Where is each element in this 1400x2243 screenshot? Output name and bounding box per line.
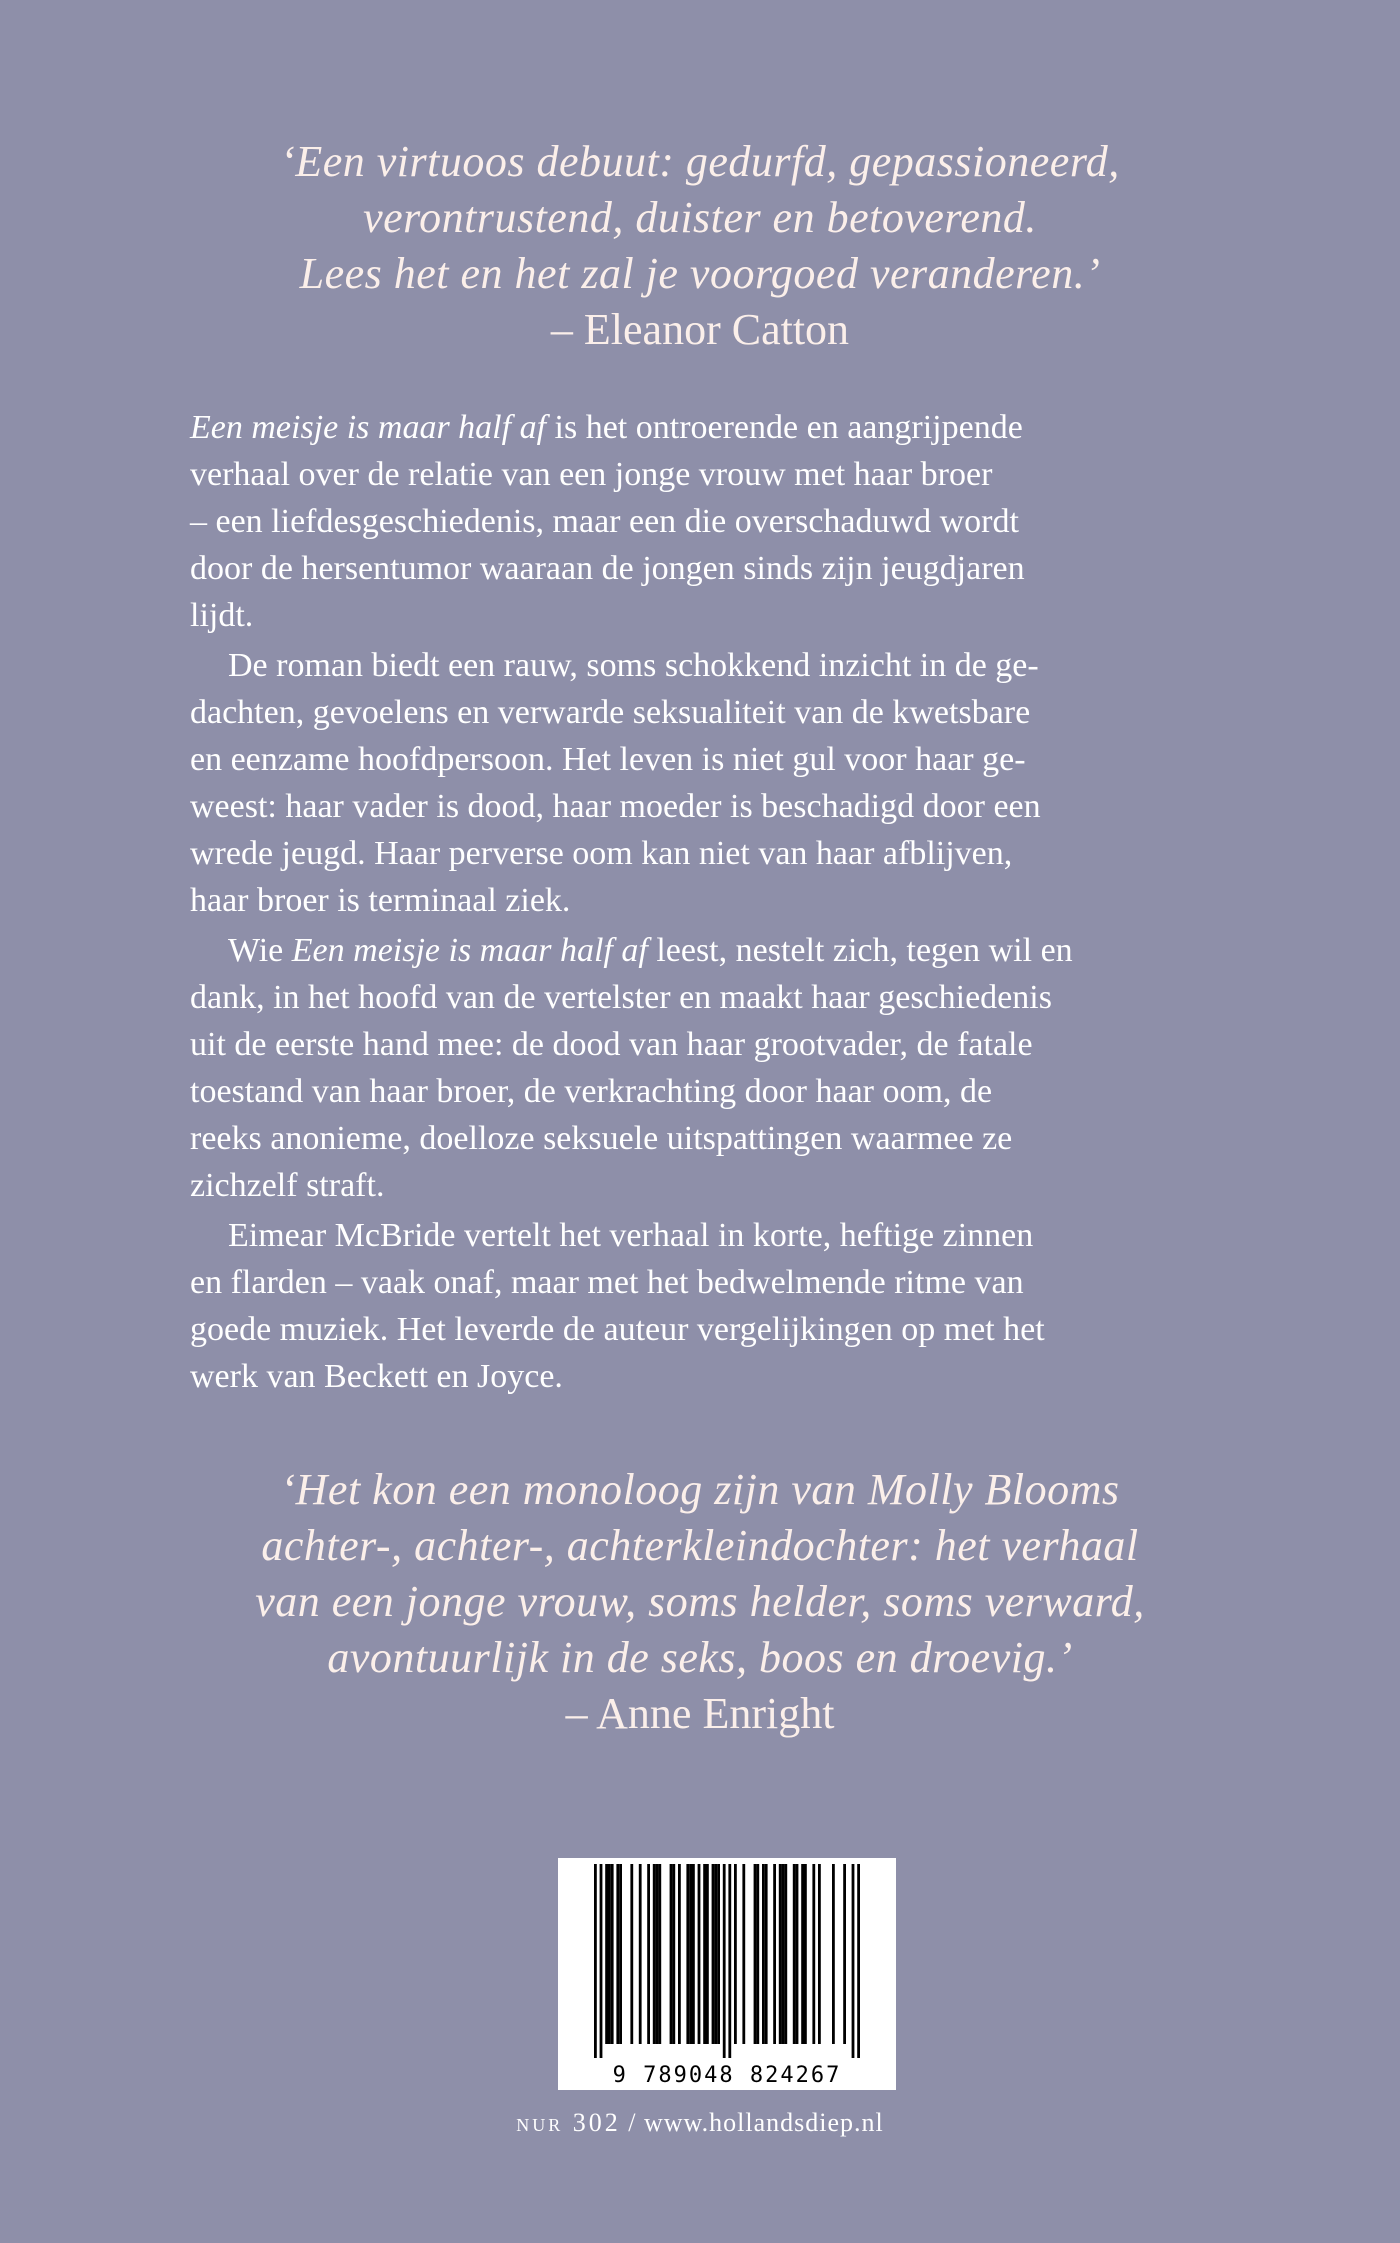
barcode-bar	[728, 1864, 731, 2058]
barcode-bar	[843, 1864, 846, 2044]
barcode-bar	[782, 1864, 785, 2044]
isbn-number: 9 789048 824267	[558, 2063, 896, 2088]
barcode-bar	[706, 1864, 709, 2044]
blurb-line: Wie Een meisje is maar half af leest, nestelt zich, tegen wil en	[228, 932, 1073, 969]
blurb-paragraph-3	[190, 927, 1270, 1209]
quote-line: ‘Het kon een monoloog zijn van Molly Blooms	[280, 1465, 1120, 1514]
quote-line: van een jonge vrouw, soms helder, soms verward,	[255, 1577, 1145, 1626]
quote-line: avontuurlijk in de seks, boos en droevig.’	[327, 1633, 1073, 1682]
barcode-bar	[754, 1864, 757, 2044]
barcode-bar	[600, 1864, 603, 2058]
barcode-bar	[653, 1864, 656, 2044]
nur-code: nur 302	[516, 2108, 621, 2137]
quote-anne-enright	[0, 1462, 1400, 1742]
blurb-paragraph-1	[190, 404, 1270, 639]
barcode-bar	[784, 1864, 787, 2044]
barcode-bar	[818, 1864, 821, 2044]
barcode-bar	[765, 1864, 768, 2044]
barcode-bar	[692, 1864, 695, 2044]
blurb-line: lijdt.	[190, 597, 254, 634]
barcode-bar	[611, 1864, 614, 2044]
barcode-bar	[672, 1864, 675, 2044]
quote-line: achter-, achter-, achterkleindochter: het verhaal	[261, 1521, 1139, 1570]
book-title: Een meisje is maar half af	[291, 932, 648, 969]
website-link[interactable]: www.hollandsdiep.nl	[644, 2108, 884, 2137]
quote-line: ‘Een virtuoos debuut: gedurfd, gepassioneerd,	[280, 137, 1120, 186]
blurb-line: werk van Beckett en Joyce.	[190, 1358, 563, 1395]
barcode-bar	[712, 1864, 715, 2044]
blurb-line: reeks anonieme, doelloze seksuele uitspattingen waarmee ze	[190, 1120, 1013, 1157]
blurb-line: en flarden – vaak onaf, maar met het bedwelmende ritme van	[190, 1264, 1024, 1301]
barcode-bar	[594, 1864, 597, 2058]
barcode-bar	[714, 1864, 717, 2044]
blurb-line: weest: haar vader is dood, haar moeder is beschadigd door een	[190, 788, 1041, 825]
barcode-bar	[616, 1864, 619, 2044]
barcode-bar	[619, 1864, 622, 2044]
barcode-bar	[773, 1864, 776, 2044]
barcode-bar	[678, 1864, 681, 2044]
barcode-bar	[756, 1864, 759, 2044]
barcode-bar	[779, 1864, 782, 2044]
barcode-bar	[698, 1864, 701, 2044]
barcode-bar	[639, 1864, 642, 2044]
barcode-bar	[852, 1864, 855, 2058]
isbn-barcode	[558, 1858, 896, 2090]
barcode-bar	[723, 1864, 726, 2058]
blurb-line: haar broer is terminaal ziek.	[190, 882, 571, 919]
quote-line: verontrustend, duister en betoverend.	[363, 193, 1037, 242]
barcode-bar	[670, 1864, 673, 2044]
barcode-bar	[656, 1864, 659, 2044]
footer: nur 302 / www.hollandsdiep.nl	[516, 2108, 884, 2137]
blurb-paragraph-4	[190, 1212, 1270, 1400]
barcode-bar	[658, 1864, 661, 2044]
blurb-line: zichzelf straft.	[190, 1167, 385, 1204]
blurb-line: en eenzame hoofdpersoon. Het leven is niet gul voor haar ge-	[190, 741, 1026, 778]
quote-attribution: – Eleanor Catton	[550, 305, 850, 354]
blurb-paragraph-2	[190, 642, 1270, 924]
quote-line: Lees het en het zal je voorgoed veranderen.’	[299, 249, 1101, 298]
book-title: Een meisje is maar half af	[190, 409, 547, 446]
blurb-line: goede muziek. Het leverde de auteur vergelijkingen op met het	[190, 1311, 1045, 1348]
barcode-bars	[558, 1858, 896, 2058]
quote-attribution: – Anne Enright	[565, 1689, 835, 1738]
quote-eleanor-catton	[0, 134, 1400, 358]
barcode-bar	[689, 1864, 692, 2044]
blurb-line: wrede jeugd. Haar perverse oom kan niet van haar afblijven,	[190, 835, 1013, 872]
barcode-bar	[742, 1864, 745, 2044]
blurb-line: De roman biedt een rauw, soms schokkend inzicht in de ge-	[228, 647, 1039, 684]
blurb-line: – een liefdesgeschiedenis, maar een die overschaduwd wordt	[190, 503, 1019, 540]
barcode-bar	[804, 1864, 807, 2044]
barcode-bar	[647, 1864, 650, 2044]
blurb-line: Een meisje is maar half af is het ontroerende en aangrijpende	[190, 409, 1023, 446]
barcode-bar	[703, 1864, 706, 2044]
barcode-bar	[717, 1864, 720, 2044]
blurb-line: verhaal over de relatie van een jonge vrouw met haar broer	[190, 456, 993, 493]
blurb	[190, 404, 1270, 1400]
blurb-line: dank, in het hoofd van de vertelster en maakt haar geschiedenis	[190, 979, 1052, 1016]
barcode-bar	[832, 1864, 835, 2044]
barcode-bar	[812, 1864, 815, 2044]
blurb-line: Eimear McBride vertelt het verhaal in korte, heftige zinnen	[228, 1217, 1034, 1254]
barcode-bar	[801, 1864, 804, 2044]
barcode-bar	[857, 1864, 860, 2058]
barcode-bar	[762, 1864, 765, 2044]
barcode-bar	[630, 1864, 633, 2044]
barcode-bar	[734, 1864, 737, 2044]
barcode-bar	[605, 1864, 608, 2044]
barcode-bar	[796, 1864, 799, 2044]
barcode-bar	[608, 1864, 611, 2044]
blurb-line: dachten, gevoelens en verwarde seksualiteit van de kwetsbare	[190, 694, 1031, 731]
blurb-line: toestand van haar broer, de verkrachting door haar oom, de	[190, 1073, 993, 1110]
barcode-bar	[686, 1864, 689, 2044]
blurb-line: uit de eerste hand mee: de dood van haar grootvader, de fatale	[190, 1026, 1033, 1063]
barcode-bar	[793, 1864, 796, 2044]
blurb-line: door de hersentumor waaraan de jongen sinds zijn jeugdjaren	[190, 550, 1025, 587]
